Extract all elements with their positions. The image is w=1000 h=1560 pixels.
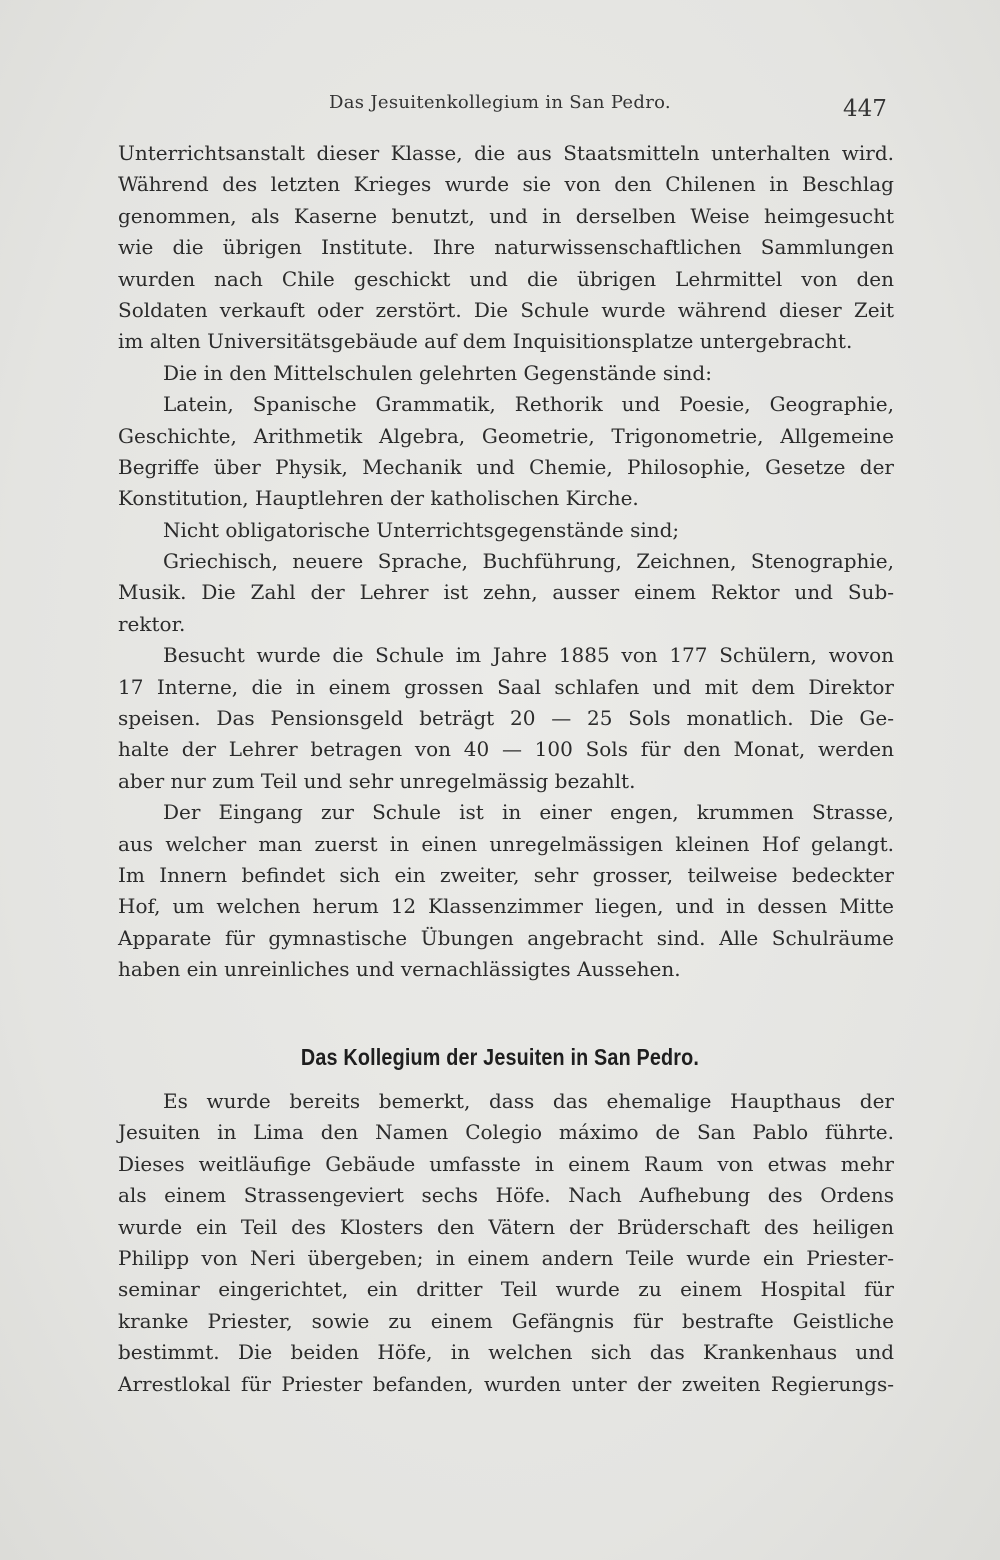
text-line: im alten Universitätsgebäude auf dem Inquisitionsplatze untergebracht. [118, 329, 853, 354]
text-line: Griechisch, neuere Sprache, Buchführung, Zeichnen, Stenographie, [163, 549, 894, 574]
text-line: rektor. [118, 611, 186, 636]
text-line: seminar eingerichtet, ein dritter Teil wurde zu einem Hospital für [118, 1277, 894, 1302]
body-text-bottom [118, 1086, 894, 1400]
body-text-top [118, 138, 894, 986]
text-line: Apparate für gymnastische Übungen angebracht sind. Alle Schulräume [118, 925, 894, 950]
text-line: Arrestlokal für Priester befanden, wurden unter der zweiten Regierungs- [118, 1371, 894, 1396]
text-line: halte der Lehrer betragen von 40 — 100 Sols für den Monat, werden [118, 737, 894, 762]
text-line: Soldaten verkauft oder zerstört. Die Schule wurde während dieser Zeit [118, 297, 894, 322]
text-line: Nicht obligatorische Unterrichtsgegenstände sind; [163, 517, 680, 542]
text-line: wie die übrigen Institute. Ihre naturwissenschaftlichen Sammlungen [118, 235, 894, 260]
text-line: Musik. Die Zahl der Lehrer ist zehn, ausser einem Rektor und Sub- [118, 580, 894, 605]
text-line: Der Eingang zur Schule ist in einer engen, krummen Strasse, [163, 800, 894, 825]
text-line: kranke Priester, sowie zu einem Gefängnis für bestrafte Geistliche [118, 1308, 894, 1333]
text-line: Jesuiten in Lima den Namen Colegio máximo de San Pablo führte. [118, 1120, 894, 1145]
text-line: 17 Interne, die in einem grossen Saal schlafen und mit dem Direktor [118, 674, 894, 699]
text-line: Die in den Mittelschulen gelehrten Gegenstände sind: [163, 360, 712, 385]
text-line: Konstitution, Hauptlehren der katholischen Kirche. [118, 486, 639, 511]
section-heading: Das Kollegium der Jesuiten in San Pedro. [300, 1044, 700, 1070]
text-line: bestimmt. Die beiden Höfe, in welchen sich das Krankenhaus und [118, 1340, 894, 1365]
text-line: als einem Strassengeviert sechs Höfe. Nach Aufhebung des Ordens [118, 1183, 894, 1208]
page-number: 447 [843, 96, 887, 122]
text-line: aus welcher man zuerst in einen unregelmässigen kleinen Hof gelangt. [118, 831, 894, 856]
running-head: Das Jesuitenkollegium in San Pedro. [329, 92, 671, 113]
text-line: haben ein unreinliches und vernachlässigtes Aussehen. [118, 957, 681, 982]
text-line: speisen. Das Pensionsgeld beträgt 20 — 25 Sols monatlich. Die Ge- [118, 706, 894, 731]
text-line: Begriffe über Physik, Mechanik und Chemie, Philosophie, Gesetze der [118, 454, 894, 479]
text-line: Während des letzten Krieges wurde sie von den Chilenen in Beschlag [118, 172, 894, 197]
text-line: Es wurde bereits bemerkt, dass das ehemalige Haupthaus der [163, 1089, 894, 1113]
text-line: Dieses weitläufige Gebäude umfasste in einem Raum von etwas mehr [118, 1151, 894, 1176]
text-line: Im Innern befindet sich ein zweiter, sehr grosser, teilweise bedeckter [118, 862, 894, 887]
text-line: Besucht wurde die Schule im Jahre 1885 von 177 Schülern, wovon [163, 643, 894, 668]
text-line: wurden nach Chile geschickt und die übrigen Lehrmittel von den [118, 266, 894, 291]
text-line: Unterrichtsanstalt dieser Klasse, die aus Staatsmitteln unterhalten wird. [118, 141, 894, 165]
text-line: wurde ein Teil des Klosters den Vätern der Brüderschaft des heiligen [118, 1214, 894, 1239]
text-line: Latein, Spanische Grammatik, Rethorik und Poesie, Geographie, [163, 392, 894, 417]
text-line: Geschichte, Arithmetik Algebra, Geometrie, Trigonometrie, Allgemeine [118, 423, 894, 448]
text-line: Philipp von Neri übergeben; in einem andern Teile wurde ein Priester- [118, 1245, 894, 1270]
text-line: Hof, um welchen herum 12 Klassenzimmer liegen, und in dessen Mitte [118, 894, 894, 919]
text-line: genommen, als Kaserne benutzt, und in derselben Weise heimgesucht [118, 203, 894, 228]
text-line: aber nur zum Teil und sehr unregelmässig bezahlt. [118, 768, 636, 793]
